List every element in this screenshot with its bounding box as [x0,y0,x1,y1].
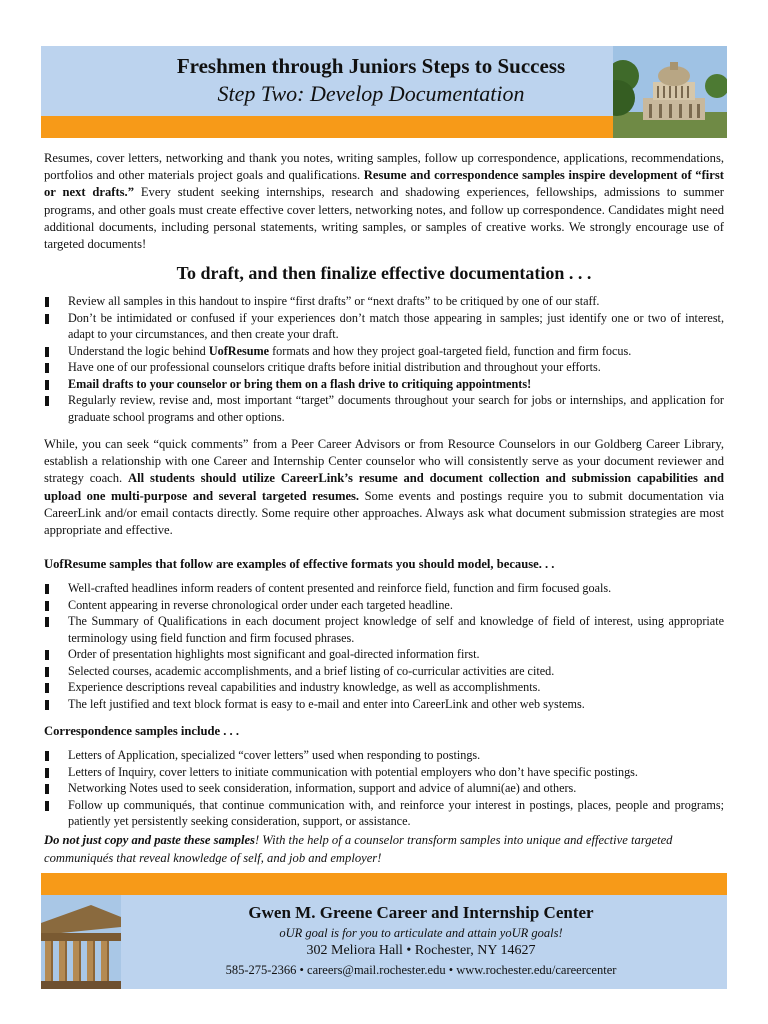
columned-building-photo [41,895,121,989]
intro-text-2: Every student seeking internships, research and shadowing experiences, fellowships, admissions to summer programs, and other goals must create effective cover letters, networking notes, and follow up correspondence. Candidates might need additional documents, including personal statements, writing samples, or samples of creative works. We strongly encourage use of targeted documents! [44,185,724,252]
bullet-icon [45,768,49,778]
uofresume-bold: UofResume [208,343,270,358]
center-contact: 585-275-2366 • careers@mail.rochester.edu • www.rochester.edu/careercenter [225,963,617,977]
list-item-text: Letters of Application, specialized “cover letters” used when responding to postings. [68,748,481,762]
list-item-text: Follow up communiqués, that continue communication with, and reinforce your interest in postings, places, people and programs; patiently yet persistently seeking consideration, support, or assistance. [68,797,724,828]
list-item-text: Review all samples in this handout to inspire “first drafts” or “next drafts” to be critiqued by one of our staff. [68,294,600,308]
list-item [44,392,724,425]
header-banner [41,46,727,138]
correspondence-list [44,747,724,830]
bullet-icon [45,801,49,811]
list-item [44,646,724,663]
bullet-icon [45,751,49,761]
closing-bold: Do not just copy and paste these samples [44,833,255,847]
list-item [44,679,724,696]
list-item-text: Email drafts to your counselor or bring them on a flash drive to critiquing appointments! [68,376,532,391]
page-title: Freshmen through Juniors Steps to Success [176,54,566,78]
list-item-text: The left justified and text block format is easy to e-mail and enter into CareerLink and other web systems. [68,696,585,711]
bullet-icon [45,683,49,693]
list-item [44,376,724,393]
closing-note [44,832,724,867]
list-item [44,663,724,680]
list-item [44,747,724,764]
bullet-icon [45,617,49,627]
uofresume-heading: UofResume samples that follow are examples of effective formats you should model, because. . . [44,557,555,571]
intro-text-1: Resumes, cover letters, networking and thank you notes, writing samples, follow up correspondence, applications, recommendations, portfolios and other materials project goals and qualifications. [44,151,724,183]
draft-steps-list [44,293,724,425]
bullet-icon [45,396,49,406]
list-item-text: Content appearing in reverse chronological order under each targeted headline. [68,597,453,612]
bullet-icon [45,297,49,307]
center-name: Gwen M. Greene Career and Internship Center [248,903,594,922]
para2-bold-text: All students should utilize CareerLink’s resume and document collection and submission capabilities and upload one multi-purpose and several targeted resumes. [44,471,724,503]
footer-banner [41,873,727,989]
correspondence-heading: Correspondence samples include . . . [44,724,239,738]
bullet-icon [45,700,49,710]
list-item-text: Selected courses, academic accomplishments, and a brief listing of co-curricular activities are cited. [68,663,555,678]
footer-orange-band [41,873,727,895]
bullet-icon [45,380,49,390]
list-item [44,797,724,830]
intro-paragraph [44,150,724,253]
library-dome-photo [613,46,727,138]
center-address: 302 Meliora Hall • Rochester, NY 14627 [306,943,536,958]
list-item-text: Well-crafted headlines inform readers of content presented and reinforce field, function and firm focused goals. [68,581,612,595]
list-item [44,293,724,310]
bullet-icon [45,363,49,373]
list-item-text: Letters of Inquiry, cover letters to initiate communication with potential employers who don’t have specific postings. [68,764,638,779]
list-item-text: Have one of our professional counselors critique drafts before initial distribution and throughout your efforts. [68,360,601,374]
closing-text: ! With the help of a counselor transform samples into unique and effective targeted communiqués that reveal knowledge of self, and job and employer! [44,833,673,865]
para2-text-2: Some events and postings require you to submit documentation via CareerLink and/or email contacts directly. Some require other approaches. Always ask what document submission strategies are most appropriate and effective. [44,488,724,538]
center-tagline: oUR goal is for you to articulate and attain yoUR goals! [279,926,563,940]
list-item-text: formats and how they project goal-targeted field, function and firm focus. [269,343,632,358]
list-item [44,310,724,343]
bullet-icon [45,347,49,357]
list-item [44,780,724,797]
counselor-paragraph [44,436,724,539]
para2-text-1: While, you can seek “quick comments” from a Peer Career Advisors or from Resource Counselors in our Goldberg Career Library, establish a relationship with one Career and Internship Center counselor who will consistently serve as your document reviewer and strategy coach. [44,437,724,486]
bullet-icon [45,667,49,677]
bullet-icon [45,584,49,594]
list-item-text: Order of presentation highlights most significant and goal-directed information first. [68,647,480,661]
list-item [44,359,724,376]
bullet-icon [45,650,49,660]
list-item-text: Experience descriptions reveal capabilities and industry knowledge, as well as accomplishments. [68,680,541,694]
intro-bold-text: Resume and correspondence samples inspire development of “first or next drafts.” [44,168,724,200]
list-item [44,597,724,614]
page-subtitle: Step Two: Develop Documentation [217,81,525,106]
bullet-icon [45,784,49,794]
list-item-text: Regularly review, revise and, most important “target” documents throughout your search for jobs or internships, and application for graduate school programs and other options. [68,393,724,424]
bullet-icon [45,601,49,611]
list-item [44,343,724,360]
list-item [44,696,724,713]
bullet-icon [45,314,49,324]
list-item-text: The Summary of Qualifications in each document project knowledge of self and knowledge of field of interest, using appropriate terminology using field function and firm focused phrases. [68,614,724,645]
list-item [44,764,724,781]
uofresume-list [44,580,724,712]
list-item [44,613,724,646]
list-item-text: Networking Notes used to seek consideration, information, support and advice of alumni(ae) and others. [68,781,577,795]
list-item [44,580,724,597]
list-item-text: Don’t be intimidated or confused if your experiences don’t match those appearing in samples; just identify one or two of interest, adapt to your circumstances, and then create your draft. [68,310,724,341]
section-heading: To draft, and then finalize effective documentation . . . [176,263,592,283]
list-item-text: Understand the logic behind [68,343,209,358]
